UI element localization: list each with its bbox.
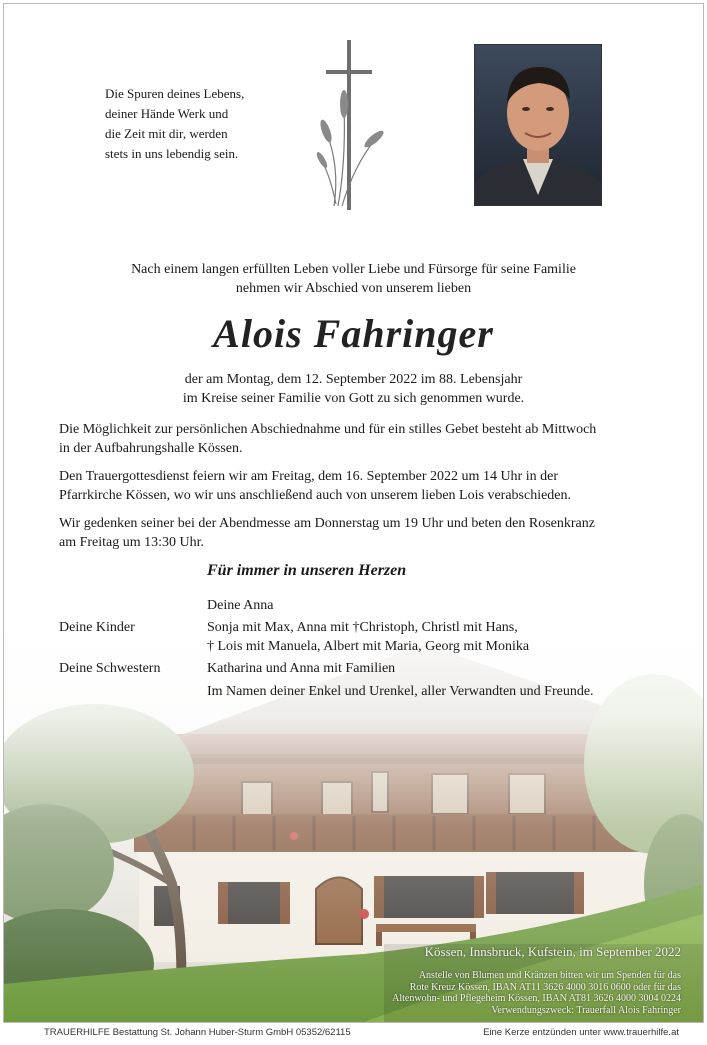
- sisters-list: Katharina und Anna mit Familien: [207, 661, 396, 676]
- footer: [0, 1024, 707, 1045]
- footer-candle-link[interactable]: Eine Kerze entzünden unter www.trauerhilfe.at: [483, 1027, 679, 1038]
- poem-line: stets in uns lebendig sein.: [105, 146, 239, 161]
- paragraph-line: Den Trauergottesdienst feiern wir am Freitag, dem 16. September 2022 um 14 Uhr in der: [59, 469, 558, 484]
- poem: [105, 84, 244, 164]
- obituary-card: [3, 3, 704, 1023]
- children-list: [207, 618, 529, 656]
- paragraph-line: Die Möglichkeit zur persönlichen Abschiednahme und für ein stilles Gebet besteht ab Mittwoch: [59, 422, 597, 437]
- other-relatives: Im Namen deiner Enkel und Urenkel, aller Verwandten und Freunde.: [207, 684, 594, 699]
- children-label: Deine Kinder: [59, 620, 135, 635]
- footer-undertaker: TRAUERHILFE Bestattung St. Johann Huber-Sturm GmbH 05352/62115: [44, 1027, 351, 1038]
- death-line: im Kreise seiner Familie von Gott zu sich genommen wurde.: [182, 391, 525, 406]
- donation-line: Altenwohn- und Pflegeheim Kössen, IBAN AT81 3626 4000 3004 0224: [392, 993, 681, 1004]
- farewell-paragraph: [59, 420, 654, 458]
- paragraph-line: Wir gedenken seiner bei der Abendmesse am Donnerstag um 19 Uhr und beten den Rosenkranz: [59, 516, 595, 531]
- donation-line: Rote Kreuz Kössen, IBAN AT11 3626 4000 3016 0600 oder für das: [409, 981, 681, 993]
- motto: Für immer in unseren Herzen: [207, 562, 407, 579]
- paragraph-line: am Freitag um 13:30 Uhr.: [59, 535, 205, 550]
- children-line: Sonja mit Max, Anna mit †Christoph, Christl mit Hans,: [207, 620, 518, 635]
- intro-line: Nach einem langen erfüllten Leben voller Liebe und Fürsorge für seine Familie: [131, 262, 576, 277]
- intro-text: [4, 260, 703, 298]
- donation-notice: [261, 970, 681, 1016]
- poem-line: die Zeit mit dir, werden: [105, 126, 228, 141]
- poem-line: Die Spuren deines Lebens,: [105, 86, 245, 101]
- funeral-service-paragraph: [59, 467, 654, 505]
- paragraph-line: Pfarrkirche Kössen, wo wir uns anschließend auch von unserem lieben Lois verabschieden.: [59, 488, 572, 503]
- children-line: † Lois mit Manuela, Albert mit Maria, Georg mit Monika: [207, 639, 530, 654]
- wife: Deine Anna: [207, 598, 274, 613]
- paragraph-line: in der Aufbahrungshalle Kössen.: [59, 441, 243, 456]
- death-info: [4, 370, 703, 408]
- donation-line: Anstelle von Blumen und Kränzen bitten wir um Spenden für das: [418, 970, 681, 981]
- death-line: der am Montag, dem 12. September 2022 im 88. Lebensjahr: [184, 372, 523, 387]
- cross-wheat-icon: [304, 36, 394, 216]
- deceased-name: Alois Fahringer: [213, 311, 494, 356]
- closing-place-date: Kössen, Innsbruck, Kufstein, im September 2022: [424, 944, 681, 959]
- mass-paragraph: [59, 514, 654, 552]
- donation-line: Verwendungszweck: Trauerfall Alois Fahringer: [491, 1004, 681, 1016]
- sisters-label: Deine Schwestern: [59, 661, 161, 676]
- portrait-photo: [474, 44, 602, 206]
- poem-line: deiner Hände Werk und: [105, 106, 229, 121]
- intro-line: nehmen wir Abschied von unserem lieben: [235, 281, 472, 296]
